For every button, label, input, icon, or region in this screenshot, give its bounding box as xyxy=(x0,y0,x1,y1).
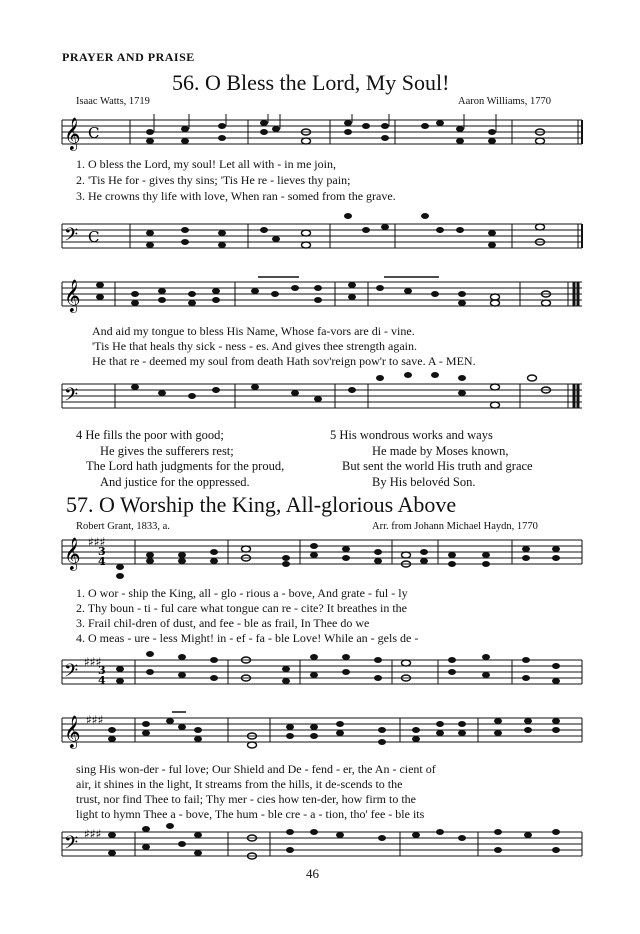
lyric-line: 4. O meas - ure - less Might! in - ef - fa - ble Love! While an - gels de - xyxy=(76,631,419,645)
page-number: 46 xyxy=(306,866,319,881)
svg-text:𝄞: 𝄞 xyxy=(64,537,81,570)
stanza-line: By His belovéd Son. xyxy=(372,474,476,489)
lyric-line: light to hymn Thee a - bove, The hum - ble cre - a - tion, tho' fee - ble its xyxy=(76,807,425,821)
svg-text:𝄞: 𝄞 xyxy=(64,279,81,312)
hymn-56-composer: Aaron Williams, 1770 xyxy=(458,96,551,107)
lyric-line: 'Tis He that heals thy sick - ness - es. And gives thee strength again. xyxy=(92,339,418,353)
hymn-57-treble-staff-2 xyxy=(0,704,640,758)
hymn-57-composer: Arr. from Johann Michael Haydn, 1770 xyxy=(372,521,538,532)
svg-text:𝄞: 𝄞 xyxy=(64,117,81,150)
lyric-line: trust, nor find Thee to fail; Thy mer - cies how ten-der, how firm to the xyxy=(76,792,416,806)
lyric-line: 1. O wor - ship the King, all - glo - rious a - bove, And grate - ful - ly xyxy=(76,586,408,600)
svg-text:𝄢: 𝄢 xyxy=(64,661,79,686)
hymn-56-lyrics-2 xyxy=(92,324,476,369)
lyric-line: 3. Frail chil-dren of dust, and fee - ble as frail, In Thee do we xyxy=(76,616,370,630)
hymn-57-lyrics-1 xyxy=(76,586,418,646)
hymn-57-lyrics-2 xyxy=(76,762,436,822)
svg-text:3: 3 xyxy=(98,664,106,677)
hymn-56-author: Isaac Watts, 1719 xyxy=(76,96,150,107)
svg-text:♯♯♯: ♯♯♯ xyxy=(88,535,106,549)
svg-text:4: 4 xyxy=(98,555,106,568)
svg-text:4: 4 xyxy=(98,674,106,687)
lyric-line: 2. 'Tis He for - gives thy sins; 'Tis He re - lieves thy pain; xyxy=(76,173,351,187)
stanza-line: He gives the sufferers rest; xyxy=(100,443,234,458)
stanza-line: The Lord hath judgments for the proud, xyxy=(86,459,285,473)
svg-text:𝄢: 𝄢 xyxy=(64,833,79,858)
hymn-56-treble-staff-1 xyxy=(0,114,640,158)
svg-text:𝄢: 𝄢 xyxy=(64,225,79,250)
lyric-line: air, it shines in the light, It streams from the hills, it de-scends to the xyxy=(76,777,403,791)
hymn-56-lyrics-1 xyxy=(76,156,396,204)
lyric-line: 2. Thy boun - ti - ful care what tongue can re - cite? It breathes in the xyxy=(76,601,407,615)
svg-text:𝄢: 𝄢 xyxy=(64,385,79,410)
svg-text:♯♯♯: ♯♯♯ xyxy=(84,655,102,669)
svg-text:C: C xyxy=(88,124,100,142)
hymn-56-title: 56. O Bless the Lord, My Soul! xyxy=(172,70,450,95)
svg-text:3: 3 xyxy=(98,545,106,558)
hymn-57-author: Robert Grant, 1833, a. xyxy=(76,521,170,532)
stanza-line: But sent the world His truth and grace xyxy=(342,459,533,473)
lyric-line: 3. He crowns thy life with love, When ran - somed from the grave. xyxy=(76,189,396,203)
hymn-57-bass-staff-1 xyxy=(0,646,640,694)
lyric-line: And aid my tongue to bless His Name, Whose fa-vors are di - vine. xyxy=(92,324,415,338)
svg-text:𝄞: 𝄞 xyxy=(64,715,81,748)
hymn-57-title: 57. O Worship the King, All-glorious Above xyxy=(66,492,457,517)
svg-text:♯♯♯: ♯♯♯ xyxy=(84,827,102,841)
lyric-line: He that re - deemed my soul from death Hath sov'reign pow'r to save. A - MEN. xyxy=(92,354,476,368)
stanza-line: 4 He fills the poor with good; xyxy=(76,428,224,442)
hymn-56-stanza-5 xyxy=(330,428,533,490)
lyric-line: sing His won-der - ful love; Our Shield and De - fend - er, the An - cient of xyxy=(76,762,436,776)
section-header: PRAYER AND PRAISE xyxy=(62,50,195,64)
hymn-57-treble-staff-1 xyxy=(0,534,640,584)
stanza-line: He made by Moses known, xyxy=(372,443,509,458)
svg-text:♯♯♯: ♯♯♯ xyxy=(86,713,104,727)
stanza-line: And justice for the oppressed. xyxy=(100,474,250,489)
hymn-57-bass-staff-2 xyxy=(0,820,640,864)
svg-text:C: C xyxy=(88,228,100,246)
lyric-line: 1. O bless the Lord, my soul! Let all with - in me join, xyxy=(76,157,336,171)
hymn-56-treble-staff-2 xyxy=(0,272,640,320)
hymn-56-bass-staff-2 xyxy=(0,368,640,420)
stanza-line: 5 His wondrous works and ways xyxy=(330,428,493,442)
hymn-56-stanza-4 xyxy=(76,428,284,490)
hymn-56-bass-staff-1 xyxy=(0,208,640,260)
